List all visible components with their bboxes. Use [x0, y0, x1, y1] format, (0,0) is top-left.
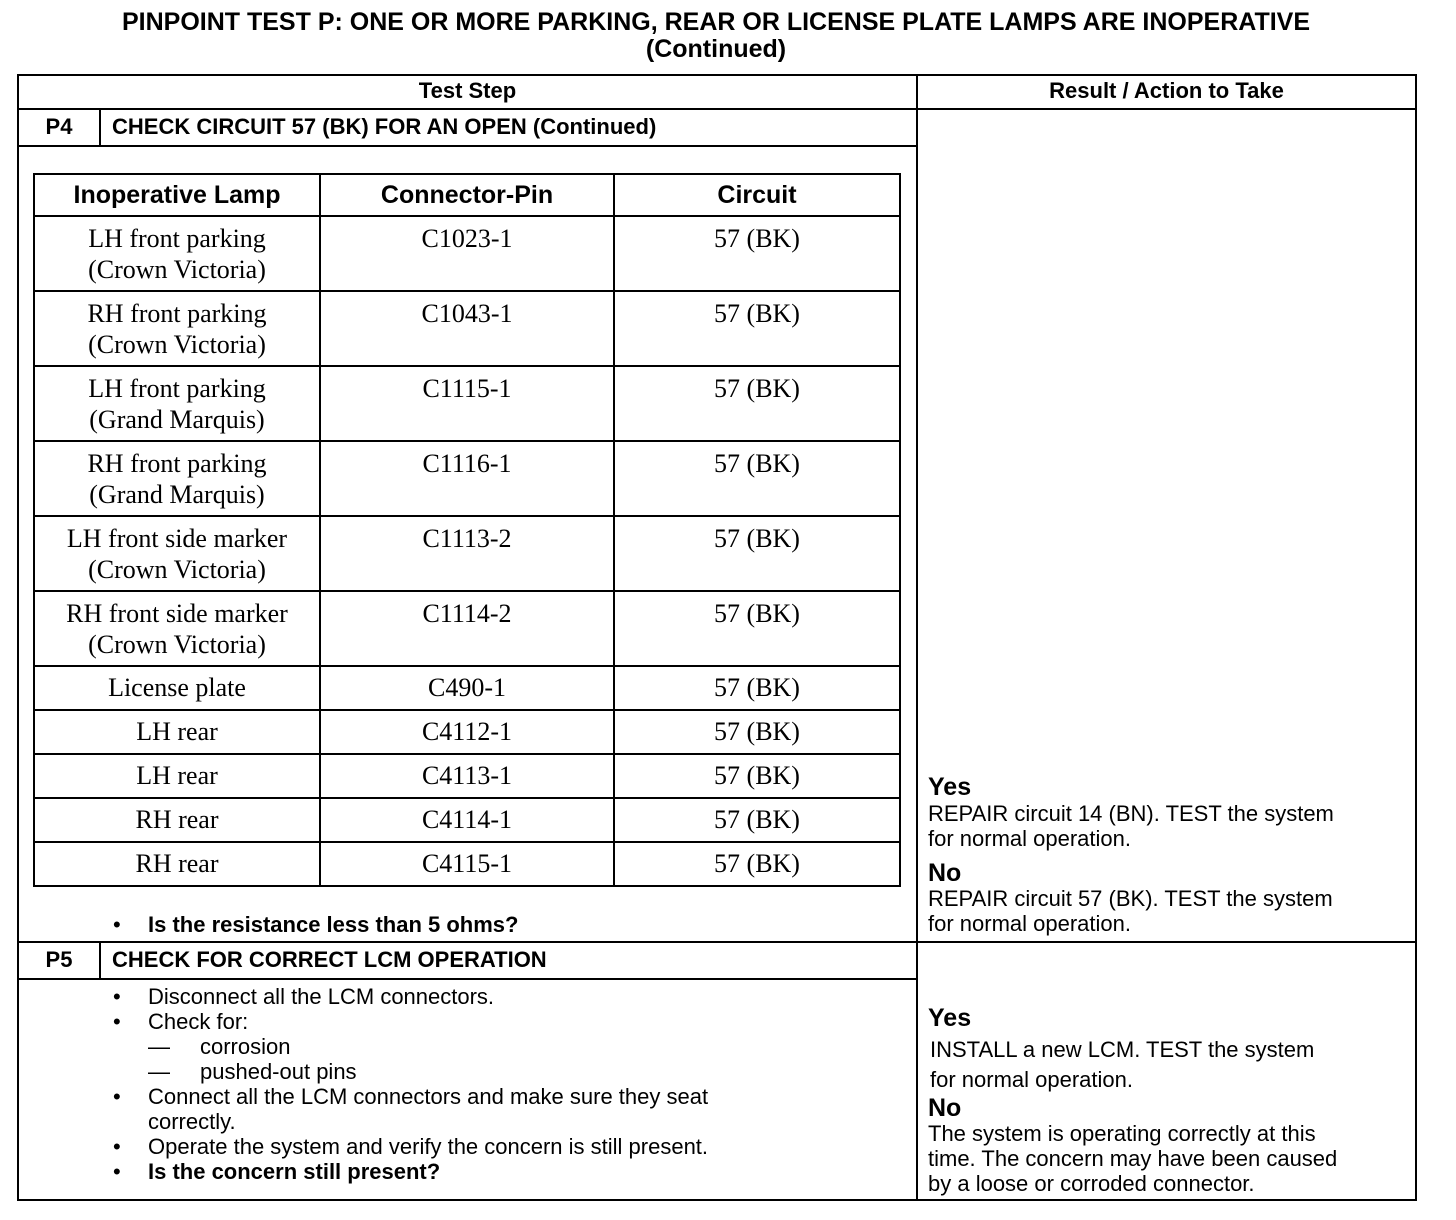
result-yes-text: INSTALL a new LCM. TEST the system [930, 1037, 1315, 1062]
table-row [34, 516, 900, 591]
pin-cell: C4114-1 [320, 798, 614, 842]
step-number-p5: P5 [45, 947, 73, 972]
result-no-label: No [928, 1094, 962, 1122]
table-row [34, 441, 900, 516]
header-divider [17, 108, 1417, 110]
list-item [0, 1134, 900, 1160]
pin-cell: C1116-1 [320, 441, 614, 516]
column-header-pin: Connector-Pin [320, 174, 614, 216]
pin-cell: C1114-2 [320, 591, 614, 666]
step-divider [99, 110, 101, 146]
list-item [0, 1084, 900, 1110]
table-row [34, 666, 900, 710]
circuit-cell: 57 (BK) [614, 591, 900, 666]
bullet-icon: • [113, 984, 121, 1009]
list-item-text: Disconnect all the LCM connectors. [148, 984, 495, 1009]
step-title-p4: CHECK CIRCUIT 57 (BK) FOR AN OPEN (Continued) [112, 114, 657, 139]
step-divider-row [17, 941, 1417, 943]
page-title: PINPOINT TEST P: ONE OR MORE PARKING, REAR OR LICENSE PLATE LAMPS ARE INOPERATIVE [121, 8, 1311, 36]
test-step-header: Test Step [418, 78, 517, 103]
table-row [34, 842, 900, 886]
question-item-p5 [0, 1159, 900, 1185]
page-subtitle: (Continued) [645, 35, 787, 63]
step-heading-divider [17, 145, 918, 147]
circuit-cell: 57 (BK) [614, 291, 900, 366]
list-item-text: Connect all the LCM connectors and make sure they seat [148, 1084, 709, 1109]
circuit-cell: 57 (BK) [614, 798, 900, 842]
pin-cell: C1043-1 [320, 291, 614, 366]
lamp-cell: License plate [34, 666, 320, 710]
pin-cell: C1115-1 [320, 366, 614, 441]
list-item [0, 984, 900, 1010]
table-row [34, 591, 900, 666]
circuit-cell: 57 (BK) [614, 842, 900, 886]
result-no-text: by a loose or corroded connector. [928, 1171, 1255, 1196]
pin-cell: C1023-1 [320, 216, 614, 291]
lamp-cell: LH rear [34, 710, 320, 754]
step-number-p4: P4 [45, 114, 73, 139]
list-item [0, 1009, 900, 1035]
table-row [34, 216, 900, 291]
circuit-cell: 57 (BK) [614, 516, 900, 591]
list-item-text: Check for: [148, 1009, 249, 1034]
dash-icon: — [148, 1034, 170, 1059]
result-no-text: time. The concern may have been caused [928, 1146, 1338, 1171]
lamp-cell: RH front parking (Grand Marquis) [34, 441, 320, 516]
lamp-cell: RH rear [34, 798, 320, 842]
step-divider [99, 943, 101, 979]
pin-cell: C4115-1 [320, 842, 614, 886]
circuit-cell: 57 (BK) [614, 710, 900, 754]
lamp-cell: LH rear [34, 754, 320, 798]
table-row [34, 291, 900, 366]
column-header-lamp: Inoperative Lamp [34, 174, 320, 216]
lamp-cell: RH rear [34, 842, 320, 886]
circuit-cell: 57 (BK) [614, 366, 900, 441]
list-item-text: Operate the system and verify the concern is still present. [148, 1134, 709, 1159]
lamp-cell: LH front parking (Crown Victoria) [34, 216, 320, 291]
sub-list-item-text: pushed-out pins [200, 1059, 357, 1084]
result-no-label: No [928, 859, 962, 887]
result-no-text: for normal operation. [928, 911, 1131, 936]
sub-list-item-text: corrosion [200, 1034, 291, 1059]
table-row [34, 710, 900, 754]
pin-cell: C490-1 [320, 666, 614, 710]
question-text: Is the concern still present? [148, 1159, 441, 1184]
table-row [34, 754, 900, 798]
result-yes-text: for normal operation. [930, 1067, 1133, 1092]
bullet-icon: • [113, 1134, 121, 1159]
circuit-cell: 57 (BK) [614, 666, 900, 710]
list-item-continuation [0, 1109, 900, 1135]
sub-list-item [0, 1034, 900, 1060]
step-title-p5: CHECK FOR CORRECT LCM OPERATION [112, 947, 547, 972]
table-row [34, 798, 900, 842]
table-row [34, 366, 900, 441]
question-text: Is the resistance less than 5 ohms? [148, 912, 519, 937]
pin-cell: C1113-2 [320, 516, 614, 591]
circuit-cell: 57 (BK) [614, 754, 900, 798]
circuit-cell: 57 (BK) [614, 216, 900, 291]
sub-list-item [0, 1059, 900, 1085]
lamp-connector-table [33, 173, 901, 887]
result-yes-text: for normal operation. [928, 826, 1131, 851]
lamp-cell: LH front side marker (Crown Victoria) [34, 516, 320, 591]
bullet-icon: • [113, 912, 121, 937]
bullet-icon: • [113, 1159, 121, 1184]
column-header-circuit: Circuit [614, 174, 900, 216]
circuit-cell: 57 (BK) [614, 441, 900, 516]
pin-cell: C4112-1 [320, 710, 614, 754]
column-divider [916, 74, 918, 1201]
result-yes-text: REPAIR circuit 14 (BN). TEST the system [928, 801, 1334, 826]
result-header: Result / Action to Take [1049, 78, 1284, 103]
question-item-p4 [0, 912, 900, 938]
pin-cell: C4113-1 [320, 754, 614, 798]
result-yes-label: Yes [928, 1004, 972, 1032]
bullet-icon: • [113, 1084, 121, 1109]
bullet-icon: • [113, 1009, 121, 1034]
dash-icon: — [148, 1059, 170, 1084]
result-no-text: The system is operating correctly at this [928, 1121, 1316, 1146]
step-heading-divider [17, 978, 918, 980]
result-no-text: REPAIR circuit 57 (BK). TEST the system [928, 886, 1333, 911]
list-item-text: correctly. [148, 1109, 236, 1134]
lamp-cell: LH front parking (Grand Marquis) [34, 366, 320, 441]
lamp-cell: RH front side marker (Crown Victoria) [34, 591, 320, 666]
result-yes-label: Yes [928, 773, 972, 801]
lamp-cell: RH front parking (Crown Victoria) [34, 291, 320, 366]
